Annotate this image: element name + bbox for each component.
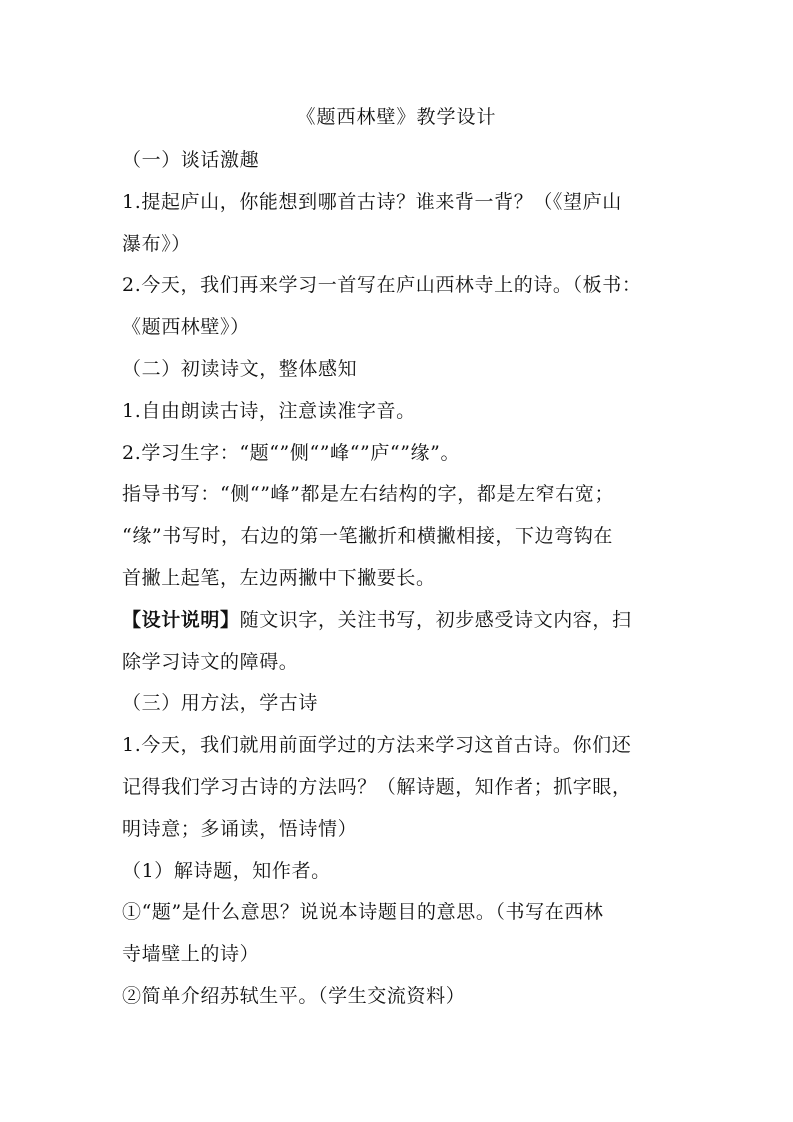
paragraph-line: 2.今天，我们再来学习一首写在庐山西林寺上的诗。（板书： [122,274,642,297]
paragraph-line: 寺墙壁上的诗） [122,943,260,966]
paragraph-line: 记得我们学习古诗的方法吗？（解诗题，知作者；抓字眼， [122,775,632,798]
paragraph-line: 《题西林壁》） [122,316,250,339]
paragraph-line: 明诗意；多诵读，悟诗情） [122,817,358,840]
paragraph-line: 1.提起庐山，你能想到哪首古诗？谁来背一背？（《望庐山 [122,190,622,213]
paragraph-line: 首撇上起笔，左边两撇中下撇要长。 [122,566,436,589]
paragraph-line: 1.自由朗读古诗，注意读准字音。 [122,399,416,422]
paragraph-line: 1.今天，我们就用前面学过的方法来学习这首古诗。你们还 [122,734,632,757]
paragraph-line: 2.学习生字：“题“”侧“”峰“”庐“”缘”。 [122,441,461,464]
document-body [122,140,682,1018]
section-heading-2: （二）初读诗文，整体感知 [122,357,358,380]
section-heading-3: （三）用方法，学古诗 [122,692,319,715]
design-note-line [122,600,682,642]
paragraph-line: “缘”书写时，右边的第一笔撇折和横撇相接，下边弯钩在 [122,525,614,548]
document-title: 《题西林壁》教学设计 [296,106,497,128]
section-heading-1: （一）谈话激趣 [122,149,260,171]
paragraph-line: ①“题”是什么意思？说说本诗题目的意思。（书写在西林 [122,901,604,924]
paragraph-line: ②简单介绍苏轼生平。（学生交流资料） [122,984,466,1007]
paragraph-line: 指导书写：“侧“”峰”都是左右结构的字，都是左窄右宽； [122,483,615,506]
design-note-text: 随文识字，关注书写，初步感受诗文内容，扫 [239,608,632,631]
paragraph-line: 除学习诗文的障碍。 [122,650,299,673]
design-note-label: 【设计说明】 [122,608,240,631]
subheading-line: （1）解诗题，知作者。 [122,859,331,882]
paragraph-line: 瀑布》） [122,232,191,255]
